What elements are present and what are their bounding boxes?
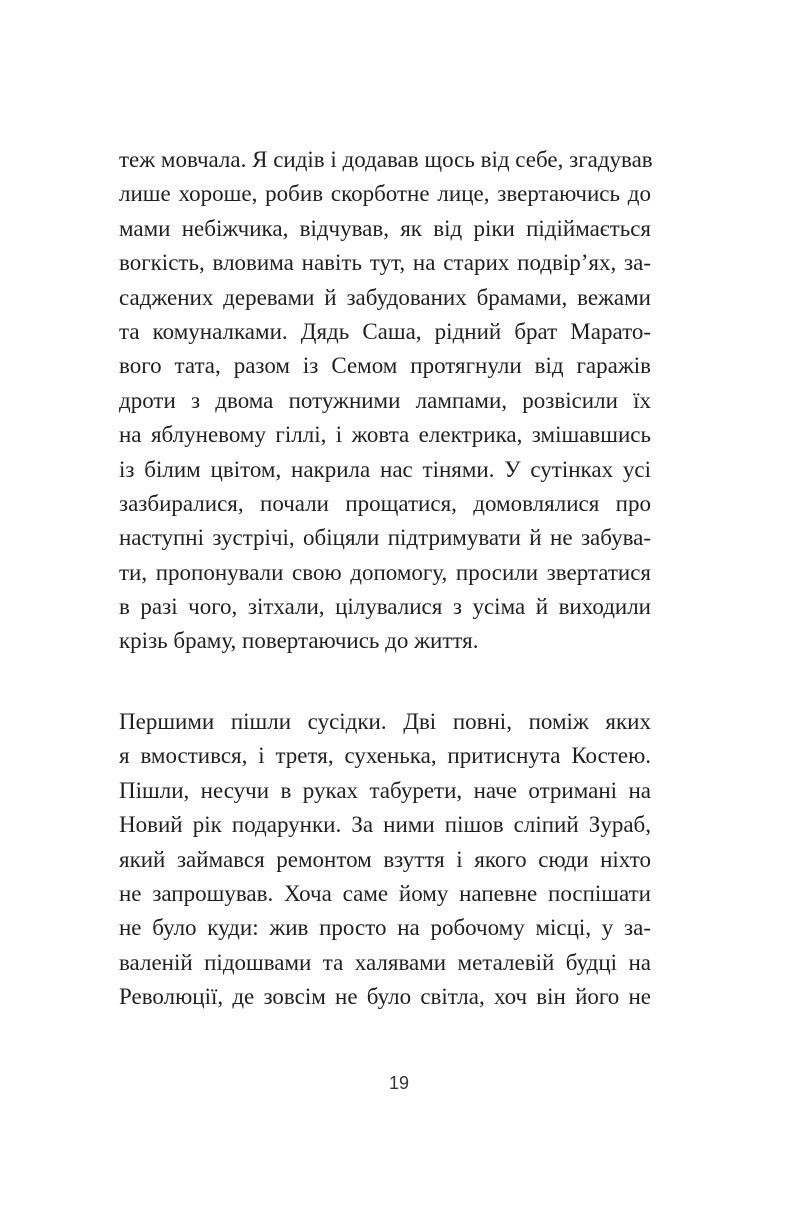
paragraph-2 (119, 705, 651, 1015)
text-line: ти, пропонували свою допомогу, просили звертатися (119, 559, 651, 585)
text-line: лише хороше, робив скорботне лице, звертаючись до (119, 181, 651, 207)
text-line: вогкість, вловима навіть тут, на старих подвір’ях, за- (119, 250, 651, 276)
text-line: не було куди: жив просто на робочому місці, у за- (119, 915, 651, 941)
text-line: вого тата, разом із Семом протягнули від гаражів (119, 353, 651, 379)
text-line: Першими пішли сусідки. Дві повні, поміж яких (119, 709, 651, 734)
paragraph-1 (119, 143, 651, 659)
text-line: крізь браму, повертаючись до життя. (119, 628, 479, 654)
text-line: наступні зустрічі, обіцяли підтримувати й не забува- (119, 525, 651, 551)
text-line: із білим цвітом, накрила нас тінями. У сутінках усі (119, 456, 651, 482)
text-line: в разі чого, зітхали, цілувалися з усіма й виходили (119, 594, 651, 620)
text-line: саджених деревами й забудованих брамами, вежами (119, 284, 651, 310)
page-number: 19 (388, 1073, 410, 1093)
text-line: Революції, де зовсім не було світла, хоч він його не (119, 984, 651, 1010)
text-line: не запрошував. Хоча саме йому напевне поспішати (119, 880, 651, 906)
text-line: Пішли, несучи в руках табурети, наче отримані на (119, 777, 651, 803)
text-line: який займався ремонтом взуття і якого сюди ніхто (119, 846, 651, 872)
text-line: та комуналками. Дядь Саша, рідний брат Марато- (119, 318, 651, 344)
text-line: зазбиралися, почали прощатися, домовлялися про (119, 490, 651, 516)
text-line: дроти з двома потужними лампами, розвісили їх (119, 387, 651, 413)
text-line: я вмостився, і третя, сухенька, притиснута Костею. (119, 743, 651, 769)
text-line: Новий рік подарунки. За ними пішов сліпий Зураб, (119, 812, 651, 838)
text-line: теж мовчала. Я сидів і додавав щось від себе, згадував (119, 147, 653, 172)
text-line: мами небіжчика, відчував, як від ріки підіймається (119, 215, 651, 241)
text-line: на яблуневому гіллі, і жовта електрика, змішавшись (119, 422, 651, 448)
text-line: валеній підошвами та халявами металевій будці на (119, 949, 651, 975)
